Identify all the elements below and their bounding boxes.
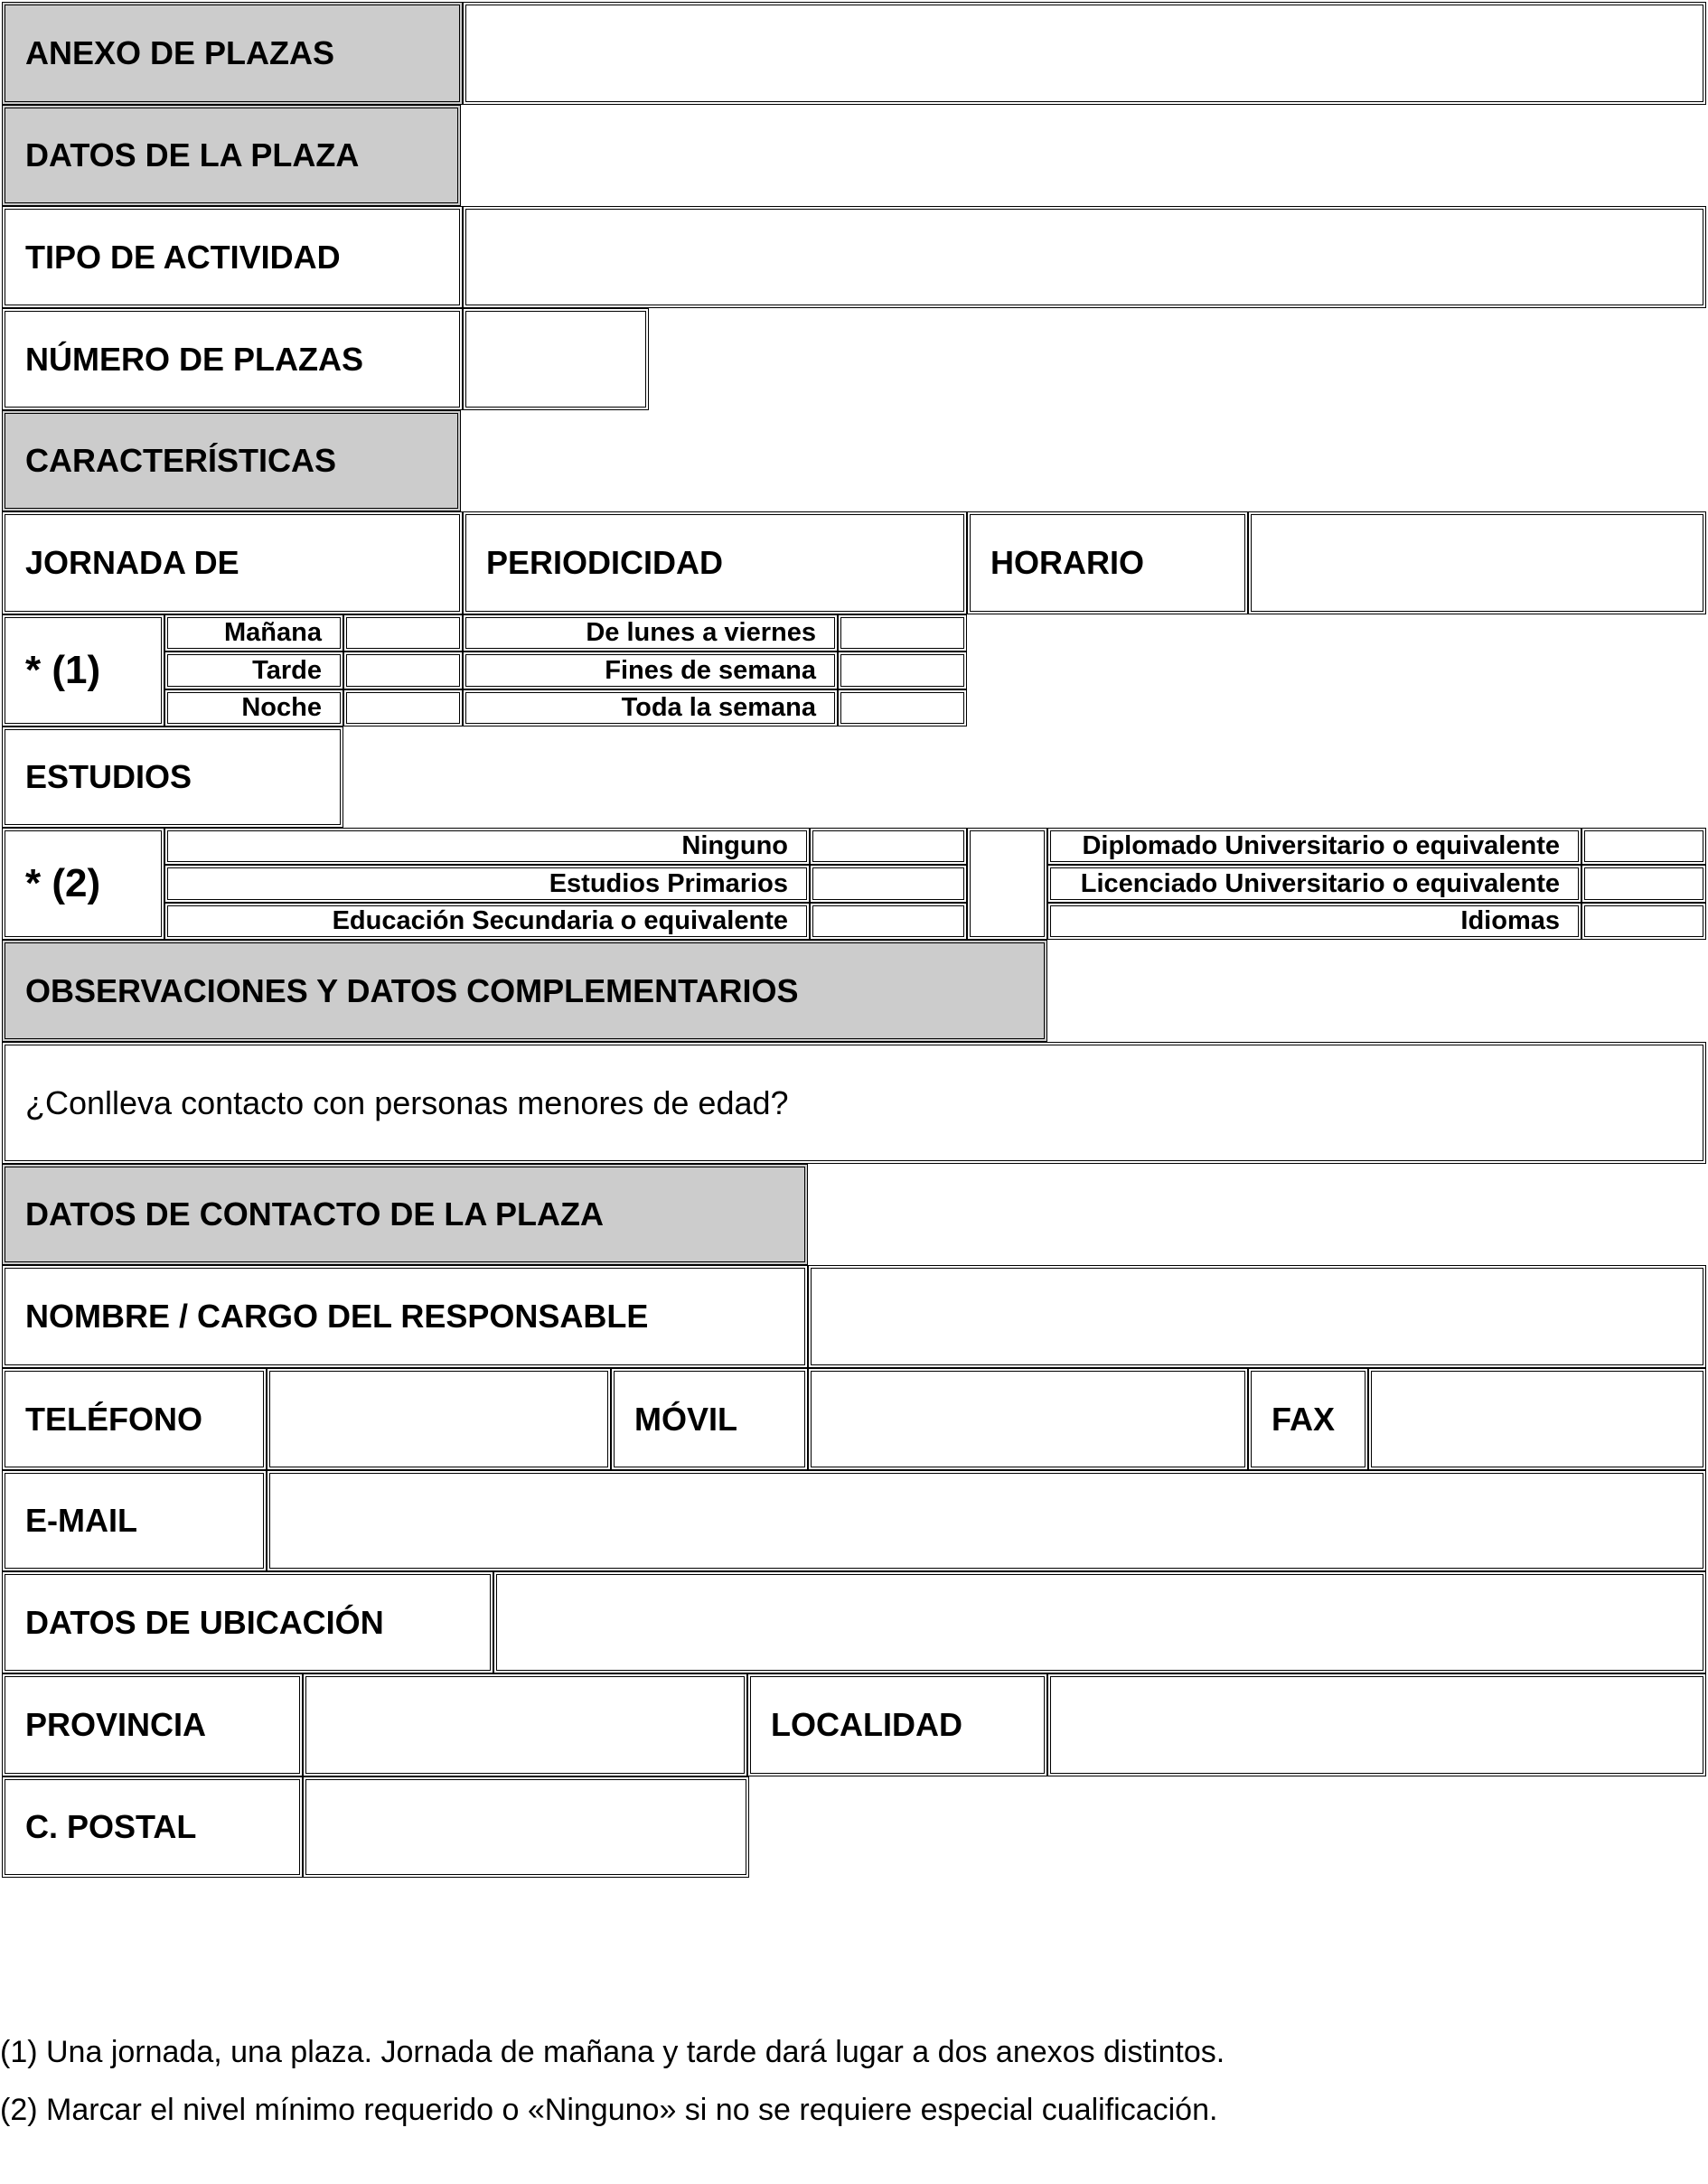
estudios-label: ESTUDIOS xyxy=(2,726,343,828)
anexo-de-plazas-field[interactable] xyxy=(463,2,1706,105)
option-tarde-label: Tarde xyxy=(164,651,343,689)
option-diplomado-label: Diplomado Universitario o equivalente xyxy=(1047,828,1581,865)
movil-field[interactable] xyxy=(808,1368,1248,1470)
option-ninguno-checkbox[interactable] xyxy=(810,828,967,865)
jornada-de-label: JORNADA DE xyxy=(2,511,463,614)
option-lunes-viernes-checkbox[interactable] xyxy=(838,614,967,651)
option-noche-label: Noche xyxy=(164,689,343,726)
section-observaciones: OBSERVACIONES Y DATOS COMPLEMENTARIOS xyxy=(2,940,1047,1042)
option-secundaria-label: Educación Secundaria o equivalente xyxy=(164,903,810,940)
tipo-de-actividad-label: TIPO DE ACTIVIDAD xyxy=(2,206,463,308)
option-licenciado-label: Licenciado Universitario o equivalente xyxy=(1047,865,1581,903)
provincia-label: PROVINCIA xyxy=(2,1673,303,1776)
footnote-2: (2) Marcar el nivel mínimo requerido o «Ninguno» si no se requiere especial cualificación. xyxy=(0,2093,1218,2127)
tipo-de-actividad-field[interactable] xyxy=(463,206,1706,308)
option-secundaria-checkbox[interactable] xyxy=(810,903,967,940)
numero-de-plazas-label: NÚMERO DE PLAZAS xyxy=(2,308,463,410)
option-toda-semana-checkbox[interactable] xyxy=(838,689,967,726)
email-field[interactable] xyxy=(267,1470,1706,1571)
option-noche-checkbox[interactable] xyxy=(343,689,463,726)
datos-de-ubicacion-field[interactable] xyxy=(493,1571,1706,1673)
localidad-field[interactable] xyxy=(1047,1673,1706,1776)
c-postal-field[interactable] xyxy=(303,1776,749,1878)
section-caracteristicas: CARACTERÍSTICAS xyxy=(2,410,461,511)
fax-field[interactable] xyxy=(1368,1368,1706,1470)
email-label: E-MAIL xyxy=(2,1470,267,1571)
option-toda-semana-label: Toda la semana xyxy=(463,689,838,726)
telefono-label: TELÉFONO xyxy=(2,1368,267,1470)
horario-label: HORARIO xyxy=(967,511,1248,614)
responsable-field[interactable] xyxy=(808,1265,1706,1368)
option-tarde-checkbox[interactable] xyxy=(343,651,463,689)
mark-2: * (2) xyxy=(2,828,164,940)
fax-label: FAX xyxy=(1248,1368,1368,1470)
option-diplomado-checkbox[interactable] xyxy=(1581,828,1706,865)
provincia-field[interactable] xyxy=(303,1673,747,1776)
menores-question-field[interactable]: ¿Conlleva contacto con personas menores de edad? xyxy=(2,1042,1706,1164)
option-fines-semana-checkbox[interactable] xyxy=(838,651,967,689)
option-idiomas-label: Idiomas xyxy=(1047,903,1581,940)
option-ninguno-label: Ninguno xyxy=(164,828,810,865)
mark-1: * (1) xyxy=(2,614,164,726)
option-fines-semana-label: Fines de semana xyxy=(463,651,838,689)
option-primarios-label: Estudios Primarios xyxy=(164,865,810,903)
movil-label: MÓVIL xyxy=(611,1368,808,1470)
footnote-1: (1) Una jornada, una plaza. Jornada de mañana y tarde dará lugar a dos anexos distintos. xyxy=(0,2035,1225,2069)
periodicidad-label: PERIODICIDAD xyxy=(463,511,967,614)
section-datos-de-la-plaza: DATOS DE LA PLAZA xyxy=(2,105,461,206)
section-anexo-de-plazas: ANEXO DE PLAZAS xyxy=(2,2,463,105)
section-datos-de-contacto: DATOS DE CONTACTO DE LA PLAZA xyxy=(2,1164,808,1265)
responsable-label: NOMBRE / CARGO DEL RESPONSABLE xyxy=(2,1265,808,1368)
option-idiomas-checkbox[interactable] xyxy=(1581,903,1706,940)
option-lunes-viernes-label: De lunes a viernes xyxy=(463,614,838,651)
option-manana-label: Mañana xyxy=(164,614,343,651)
horario-field[interactable] xyxy=(1248,511,1706,614)
telefono-field[interactable] xyxy=(267,1368,611,1470)
c-postal-label: C. POSTAL xyxy=(2,1776,303,1878)
datos-de-ubicacion-label: DATOS DE UBICACIÓN xyxy=(2,1571,493,1673)
option-licenciado-checkbox[interactable] xyxy=(1581,865,1706,903)
localidad-label: LOCALIDAD xyxy=(747,1673,1047,1776)
numero-de-plazas-field[interactable] xyxy=(463,308,649,410)
estudios-spacer-cell xyxy=(967,828,1047,940)
option-primarios-checkbox[interactable] xyxy=(810,865,967,903)
option-manana-checkbox[interactable] xyxy=(343,614,463,651)
